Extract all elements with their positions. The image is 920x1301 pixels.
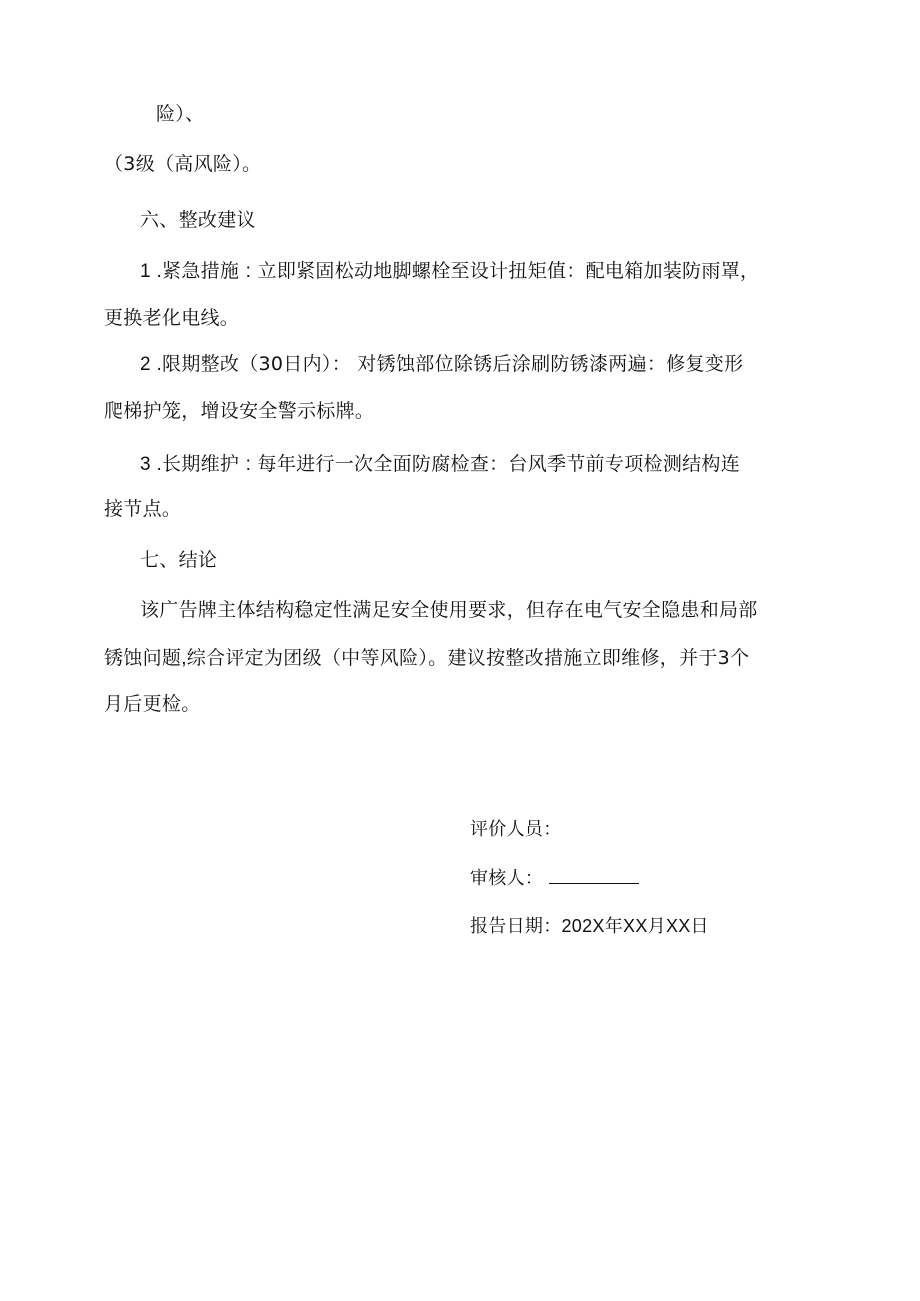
heading-text: 六、整改建议	[140, 209, 256, 231]
text: 锈蚀问题,	[104, 648, 187, 669]
item-separator: ：	[331, 353, 352, 375]
suggestion-item-2-cont	[104, 397, 374, 425]
continuation-line-1	[156, 100, 204, 128]
conclusion-line-2	[104, 644, 749, 673]
report-date	[470, 912, 709, 940]
suggestion-item-3-cont	[104, 495, 181, 523]
label-text: 报告日期：	[470, 916, 562, 936]
section-heading-7	[140, 546, 217, 574]
evaluator-label	[470, 815, 562, 843]
section-heading-6	[140, 206, 256, 234]
conclusion-line-1	[140, 596, 758, 625]
item-text: 更换老化电线。	[104, 307, 240, 329]
item-text: 接节点。	[104, 498, 182, 520]
suggestion-item-3	[140, 450, 740, 479]
conclusion-line-3	[104, 690, 201, 718]
text: 该广告牌主体结构稳定性满足安全使用要求，但存在电	[140, 599, 604, 621]
item-separator: :	[245, 261, 252, 282]
item-text: 立即紧固松动地脚螺栓至设计扭矩值：配电箱加装防雨罩，	[257, 260, 760, 282]
reviewer-signature-blank	[549, 865, 639, 884]
suggestion-item-2	[140, 350, 743, 379]
label-text: 审核人：	[470, 868, 544, 888]
label-text: 评价人员：	[470, 819, 562, 839]
text: 险）、	[156, 103, 205, 125]
date-value: 202X年XX月XX日	[561, 916, 709, 936]
suggestion-item-1-cont	[104, 304, 239, 332]
item-text: 每年进行一次全面防腐检查：台风季节前专项检测结构连	[257, 453, 741, 475]
heading-text: 七、结论	[140, 549, 218, 571]
item-label: 1 .紧急措施	[140, 261, 240, 282]
text: 月后更检。	[104, 693, 201, 715]
continuation-line-2	[104, 150, 261, 178]
text: 综合评定为团级（中等风险）。建议按整改措施立即维修，并于3个	[186, 647, 750, 669]
item-paren: （30日内）	[239, 353, 332, 375]
item-separator: :	[245, 454, 252, 475]
item-label: 2 .限期整改	[140, 354, 240, 375]
text: （3级（高风险）。	[104, 153, 262, 175]
item-text: 爬梯护笼，增设安全警示标牌。	[104, 400, 375, 422]
text: 气安全隐患和局部	[603, 600, 758, 621]
reviewer-label	[470, 864, 639, 892]
item-label: 3 .长期维护	[140, 454, 240, 475]
item-text: 对锈蚀部位除锈后涂刷防锈漆两遍：修复变形	[357, 353, 744, 375]
suggestion-item-1	[140, 257, 759, 286]
